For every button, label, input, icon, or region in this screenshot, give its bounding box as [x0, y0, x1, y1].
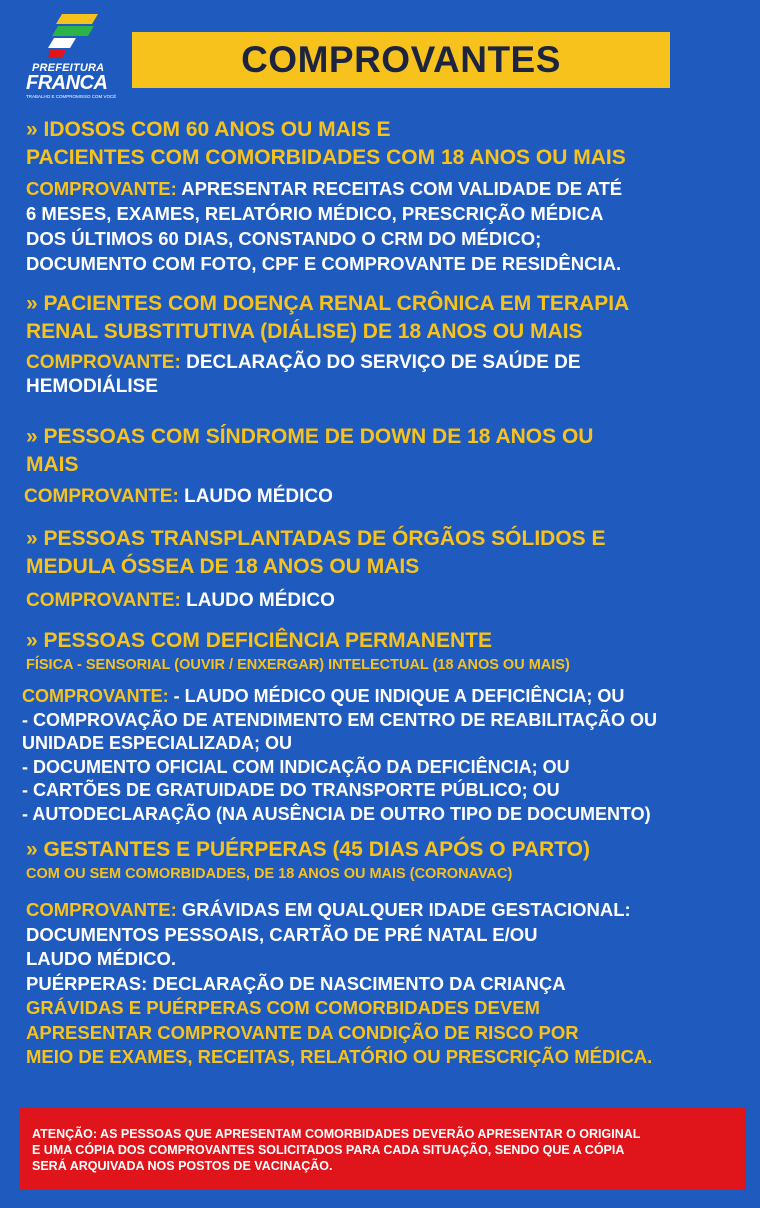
text-line: GRÁVIDAS EM QUALQUER IDADE GESTACIONAL: [176, 899, 631, 920]
section-text [26, 351, 750, 399]
comprovante-label: COMPROVANTE: [26, 352, 181, 373]
text-line: LAUDO MÉDICO [178, 486, 333, 507]
section-heading: » GESTANTES E PUÉRPERAS (45 DIAS APÓS O PARTO) [26, 838, 590, 861]
logo-tagline: TRABALHO E COMPROMISSO COM VOCÊ [26, 94, 117, 99]
comprovante-label: COMPROVANTE: [26, 590, 181, 611]
section-heading: MAIS [26, 453, 79, 476]
section-subheading: COM OU SEM COMORBIDADES, DE 18 ANOS OU MAIS (CORONAVAC) [26, 866, 513, 882]
text-line: DOCUMENTO COM FOTO, CPF E COMPROVANTE DE RESIDÊNCIA. [26, 253, 622, 274]
title-banner [132, 32, 670, 88]
section-text [26, 589, 750, 613]
text-line: DOS ÚLTIMOS 60 DIAS, CONSTANDO O CRM DO MÉDICO; [26, 228, 542, 249]
notice-line: SERÁ ARQUIVADA NOS POSTOS DE VACINAÇÃO. [32, 1159, 333, 1173]
text-line: - LAUDO MÉDICO QUE INDIQUE A DEFICIÊNCIA; OU [168, 686, 625, 706]
text-line: - AUTODECLARAÇÃO (NA AUSÊNCIA DE OUTRO TIPO DE DOCUMENTO) [22, 803, 651, 824]
text-line: LAUDO MÉDICO. [26, 948, 177, 969]
text-line: APRESENTAR RECEITAS COM VALIDADE DE ATÉ [176, 178, 623, 199]
section-down [26, 423, 750, 509]
section-deficiencia [22, 627, 750, 826]
notice-line: ATENÇÃO: AS PESSOAS QUE APRESENTAM COMORBIDADES DEVERÃO APRESENTAR O ORIGINAL [32, 1127, 641, 1141]
section-heading: » PACIENTES COM DOENÇA RENAL CRÔNICA EM TERAPIA [26, 292, 630, 315]
franca-flag-icon [48, 12, 100, 60]
prefeitura-franca-logo [22, 12, 126, 99]
section-heading: PACIENTES COM COMORBIDADES COM 18 ANOS OU MAIS [26, 146, 626, 169]
section-text [22, 685, 750, 826]
section-text [26, 176, 732, 276]
highlight-line: APRESENTAR COMPROVANTE DA CONDIÇÃO DE RISCO POR [26, 1021, 579, 1043]
section-gestantes [26, 836, 750, 1070]
highlight-line: GRÁVIDAS E PUÉRPERAS COM COMORBIDADES DEVEM [26, 997, 540, 1018]
section-heading: » PESSOAS TRANSPLANTADAS DE ÓRGÃOS SÓLIDOS E [26, 527, 606, 550]
section-heading: » IDOSOS COM 60 ANOS OU MAIS E [26, 118, 391, 141]
comprovante-label: COMPROVANTE: [22, 686, 169, 706]
section-heading: RENAL SUBSTITUTIVA (DIÁLISE) DE 18 ANOS OU MAIS [26, 320, 583, 343]
text-line: HEMODIÁLISE [26, 376, 158, 397]
section-renal [26, 290, 750, 399]
section-heading: » PESSOAS COM SÍNDROME DE DOWN DE 18 ANOS OU [26, 425, 594, 448]
text-line: PUÉRPERAS: DECLARAÇÃO DE NASCIMENTO DA CRIANÇA [26, 972, 566, 994]
text-line: DOCUMENTOS PESSOAIS, CARTÃO DE PRÉ NATAL E/OU [26, 923, 538, 945]
text-line: LAUDO MÉDICO [180, 590, 335, 611]
section-heading: » PESSOAS COM DEFICIÊNCIA PERMANENTE [26, 629, 492, 652]
text-line: - COMPROVAÇÃO DE ATENDIMENTO EM CENTRO DE REABILITAÇÃO OU [22, 709, 658, 730]
logo-line-1: PREFEITURA [32, 62, 105, 74]
section-text [24, 485, 750, 509]
text-line: DECLARAÇÃO DO SERVIÇO DE SAÚDE DE [180, 352, 581, 373]
logo-line-2: FRANCA [26, 72, 108, 94]
text-line: 6 MESES, EXAMES, RELATÓRIO MÉDICO, PRESCRIÇÃO MÉDICA [26, 203, 604, 224]
text-line: UNIDADE ESPECIALIZADA; OU [22, 733, 293, 753]
section-subheading: FÍSICA - SENSORIAL (OUVIR / ENXERGAR) INTELECTUAL (18 ANOS OU MAIS) [26, 657, 570, 673]
comprovante-label: COMPROVANTE: [26, 178, 177, 199]
notice-line: E UMA CÓPIA DOS COMPROVANTES SOLICITADOS PARA CADA SITUAÇÃO, SENDO QUE A CÓPIA [32, 1143, 625, 1157]
section-transplantados [26, 525, 750, 613]
comprovante-label: COMPROVANTE: [26, 899, 177, 920]
text-line: - DOCUMENTO OFICIAL COM INDICAÇÃO DA DEFICIÊNCIA; OU [22, 756, 570, 777]
attention-notice [20, 1108, 746, 1190]
page-title: COMPROVANTES [241, 39, 561, 80]
section-heading: MEDULA ÓSSEA DE 18 ANOS OU MAIS [26, 555, 420, 578]
comprovante-label: COMPROVANTE: [24, 486, 179, 507]
highlight-line: MEIO DE EXAMES, RECEITAS, RELATÓRIO OU PRESCRIÇÃO MÉDICA. [26, 1046, 653, 1067]
section-idosos [26, 116, 750, 276]
text-line: - CARTÕES DE GRATUIDADE DO TRANSPORTE PÚBLICO; OU [22, 780, 560, 800]
section-text [26, 898, 750, 1070]
content [22, 116, 750, 1070]
